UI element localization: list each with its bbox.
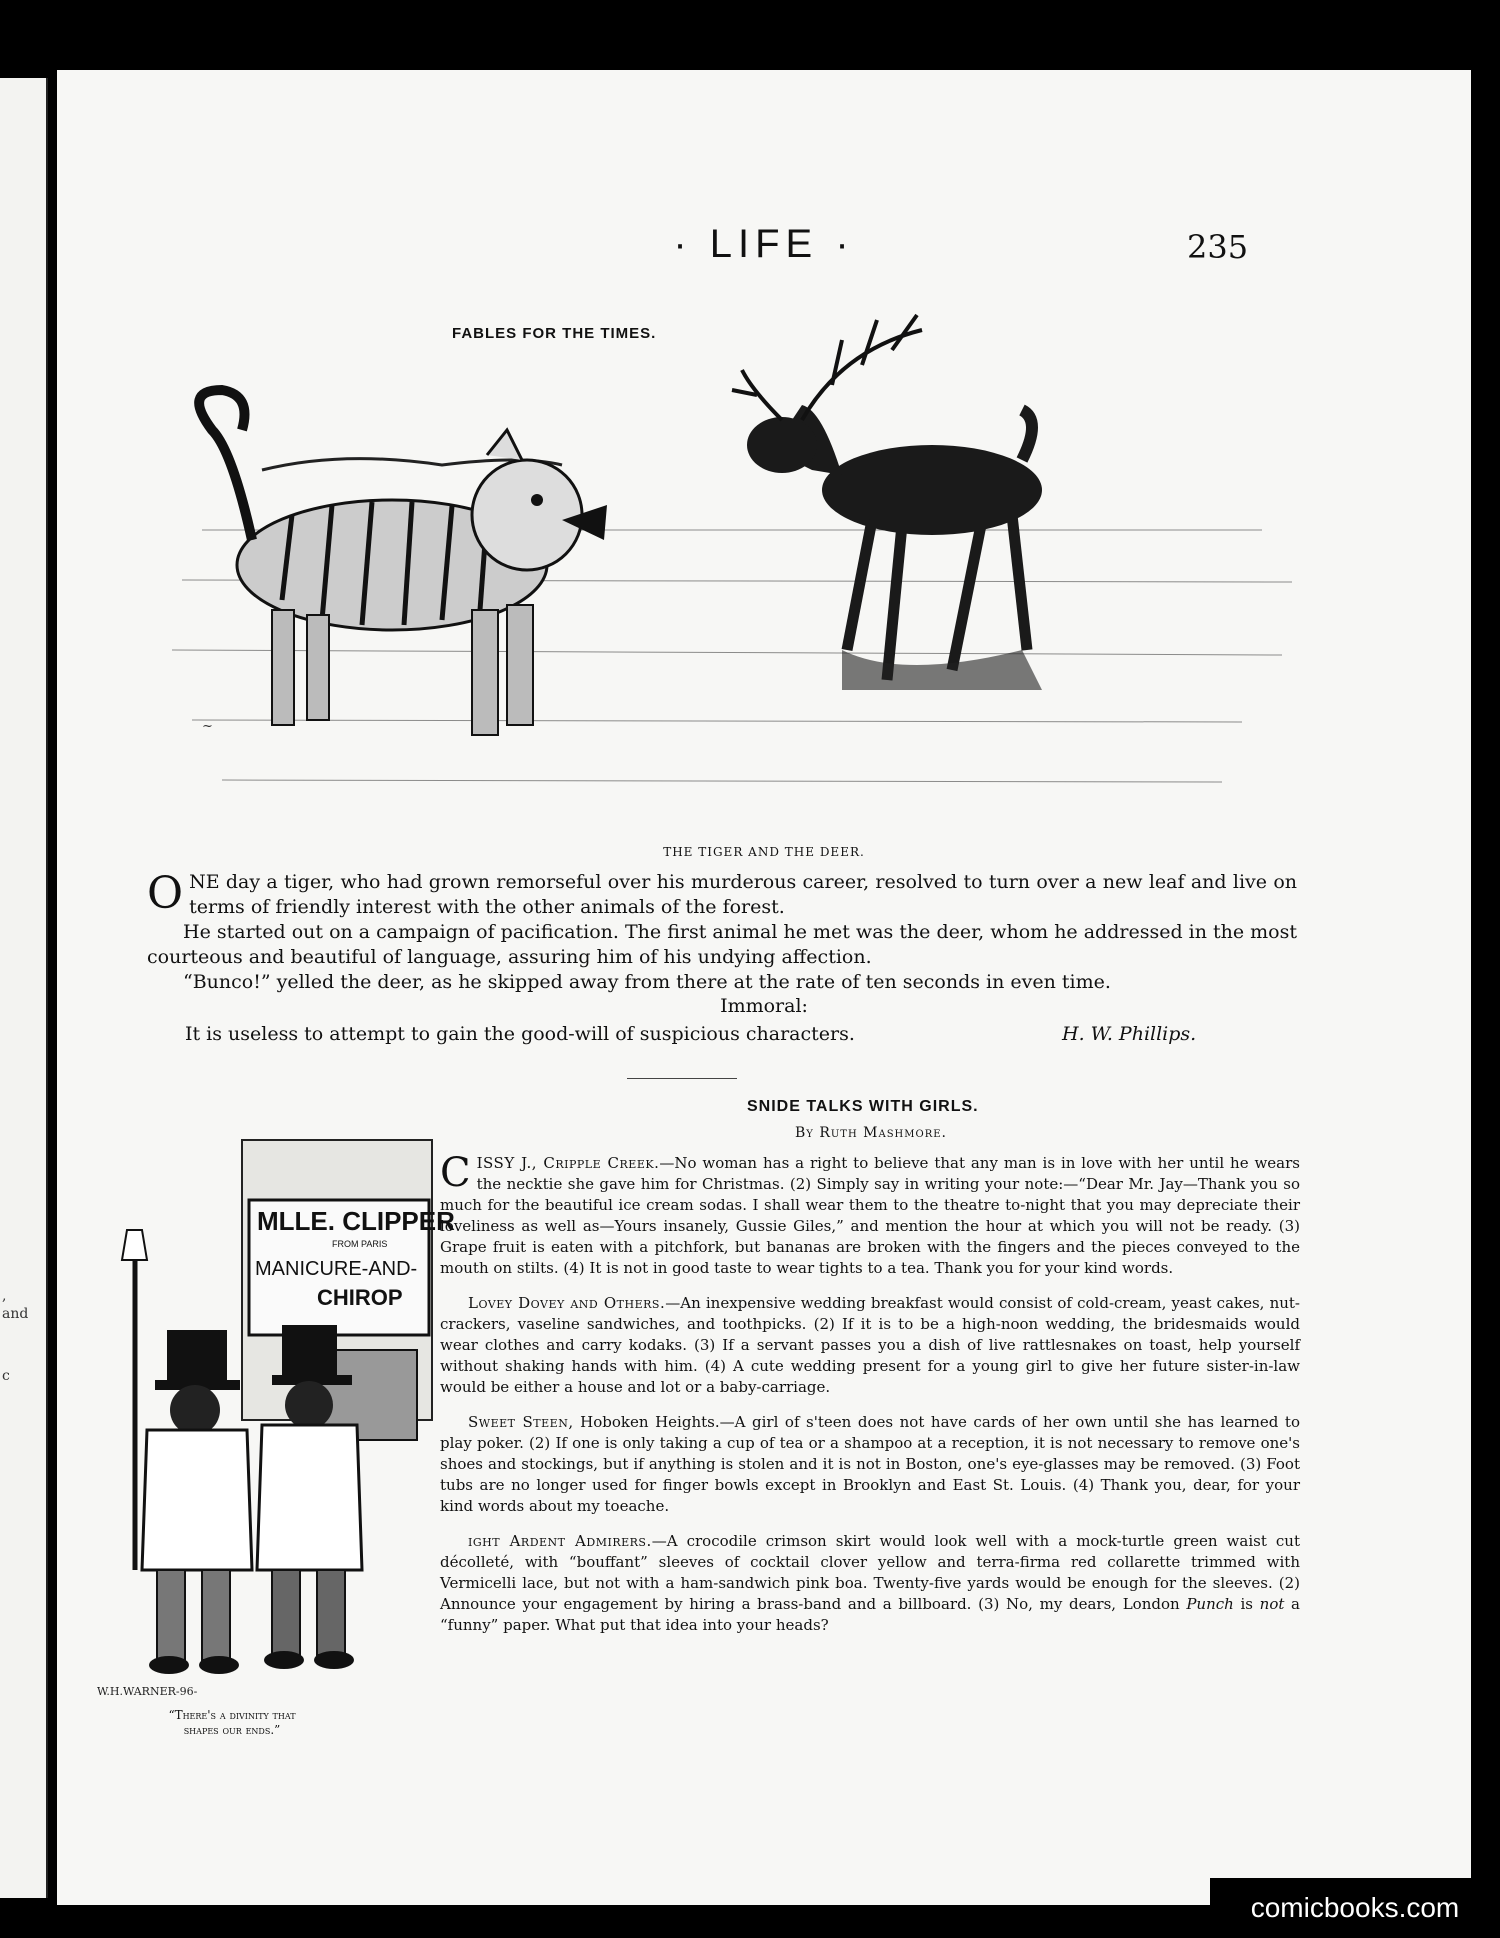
snide-paragraph: CISSY J., Cripple Creek.—No woman has a right to believe that any man is in love with her until he wears the necktie she gave him for Christmas. (2) Simply say in writing your note:—“Dear Mr. Jay—Thank you so much for the beautiful ice cream sodas. I shall wear them to the theatre to-night that you may depreciate their loveliness as well as—Yours insanely, Gussie Giles,” and mention the hour at which you will not be ready. (3) Grape fruit is eaten with a pitchfork, but bananas are broken with the fingers and the pieces conveyed to the mouth on stilts. (4) It is not in good taste to wear tights to a tea. Thank you for your kind words. — [440, 1150, 1300, 1277]
sign-text: MLLE. CLIPPER — [257, 1206, 455, 1236]
fable-paragraph: “Bunco!” yelled the deer, as he skipped away from there at the rate of ten seconds in even time. — [183, 971, 1111, 993]
deer-antlers — [732, 315, 922, 420]
facing-page-fragment: , — [2, 1288, 7, 1304]
magazine-page — [57, 70, 1471, 1905]
snide-paragraph: ight Ardent Admirers.—A crocodile crimson skirt would look well with a mock-turtle green waist cut décolleté, with “bouffant” sleeves of cocktail clover yellow and terra-firma red collarette trimmed with Vermicelli lace, but not with a ham-sandwich pink boa. Twenty-five yards would be enough for the sleeves. (2) Announce your engagement by hiring a brass-band and a billboard. (3) No, my dears, London Punch is not a “funny” paper. What put that idea into your heads? — [440, 1532, 1301, 1634]
fable-text — [147, 870, 1297, 995]
snide-heading: SNIDE TALKS WITH GIRLS. — [747, 1098, 979, 1115]
drop-cap: O — [147, 868, 184, 919]
drop-cap: C — [440, 1150, 471, 1196]
moral-text: It is useless to attempt to gain the good-will of suspicious characters. — [185, 1023, 855, 1045]
moral-label: Immoral: — [720, 995, 808, 1017]
dandy-left — [142, 1330, 252, 1674]
street-lamp — [122, 1230, 147, 1260]
cartoonist-signature: W.H.WARNER-96- — [97, 1685, 198, 1698]
section-divider — [627, 1078, 737, 1079]
fables-heading: FABLES FOR THE TIMES. — [452, 325, 657, 342]
snide-paragraph: Lovey Dovey and Others.—An inexpensive wedding breakfast would consist of cold-cream, yeast cakes, nut-crackers, vaseline sandwiches, and toothpicks. (2) If it is to be a high-noon wedding, the bridesmaids would wear clothes and carry kodaks. (3) If a servant passes you a dish of live rattlesnakes on toast, help yourself without shaking hands with him. (4) A cute wedding present for a young girl to give her future sister-in-law would be either a house and lot or a baby-carriage. — [440, 1294, 1300, 1396]
deer-figure — [732, 315, 1042, 690]
cartoon-caption: “There's a divinity that shapes our ends.” — [168, 1708, 296, 1737]
facing-page-fragment: c — [2, 1368, 10, 1384]
sign-text: CHIROP — [317, 1285, 403, 1310]
illustration-caption: THE TIGER AND THE DEER. — [663, 845, 865, 859]
two-dandies-cartoon — [77, 1110, 455, 1710]
fable-paragraph: ONE day a tiger, who had grown remorseful over his murderous career, resolved to turn over a new leaf and live on terms of friendly interest with the other animals of the forest. — [147, 868, 1297, 919]
sign-text: MANICURE-AND- — [255, 1258, 418, 1280]
facing-page-fragment: and — [2, 1306, 29, 1322]
sign-text: FROM PARIS — [332, 1239, 388, 1249]
facing-page-edge — [0, 78, 48, 1898]
fable-author: H. W. Phillips. — [1062, 1023, 1197, 1045]
page-number: 235 — [1187, 228, 1249, 266]
snide-paragraph: Sweet Steen, Hoboken Heights.—A girl of s'teen does not have cards of her own until she has learned to play poker. (2) If one is only taking a cup of tea or a shampoo at a reception, it is not necessary to remove one's shoes and stockings, but if anything is stolen and it is not in Boston, one's eye-glasses may be removed. (3) Foot tubs are no longer used for finger bowls except in Brooklyn and East St. Louis. (4) Thank you, dear, for your kind words about my toeache. — [440, 1413, 1300, 1515]
snide-text — [440, 1150, 1301, 1650]
magazine-title: · LIFE · — [673, 222, 855, 266]
watermark: comicbooks.com — [1210, 1878, 1500, 1938]
tiger-figure — [199, 390, 607, 735]
dandy-right — [257, 1325, 362, 1669]
fable-paragraph: He started out on a campaign of pacification. The first animal he met was the deer, whom he addressed in the most courteous and beautiful of language, assuring him of his undying affection. — [147, 921, 1297, 968]
tiger-and-deer-illustration — [142, 350, 1322, 880]
illustrator-signature: ~ — [202, 719, 213, 734]
snide-byline: By Ruth Mashmore. — [795, 1125, 947, 1141]
